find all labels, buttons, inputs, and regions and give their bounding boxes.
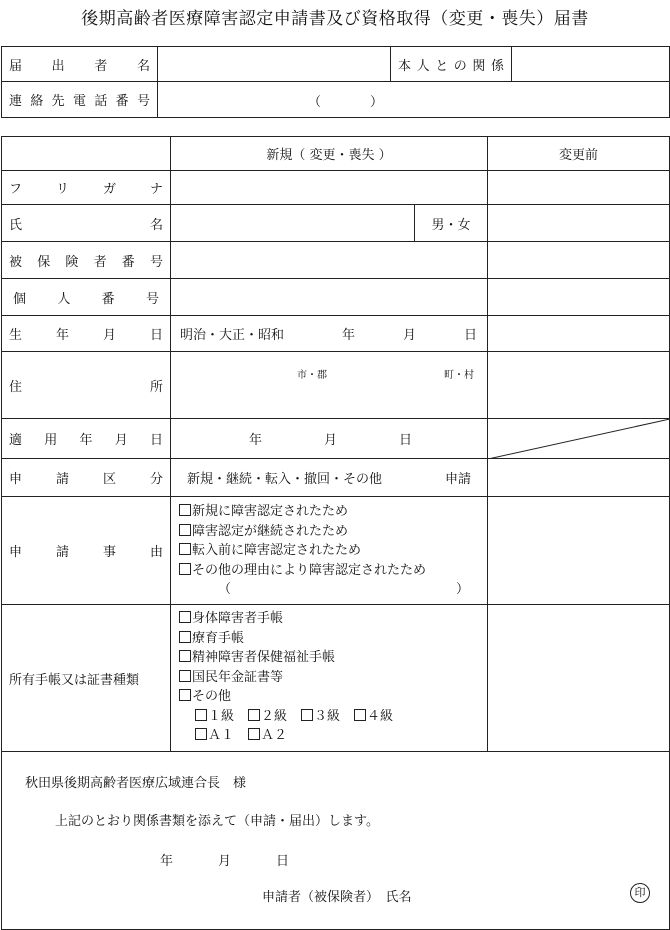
birth-era: 明治・大正・昭和 [180, 328, 285, 343]
reason-paren-open: （ [218, 582, 232, 597]
label-char: 絡 [30, 94, 44, 109]
cert-item [171, 668, 487, 688]
address-label-text [2, 376, 170, 395]
category-label-text [2, 468, 170, 487]
label-char: 出 [51, 58, 65, 74]
checkbox-icon[interactable] [179, 504, 191, 516]
label-char: 日 [149, 433, 163, 448]
grade-option-label: ４級 [367, 708, 394, 724]
label-char: 生 [9, 328, 23, 343]
relation-field[interactable] [512, 47, 670, 82]
cert-field [171, 605, 488, 752]
cert-option[interactable] [179, 689, 231, 704]
phone-paren-open: （ [308, 94, 322, 110]
phone-field[interactable] [158, 82, 670, 118]
label-char: 日 [149, 328, 163, 343]
label-char: 月 [114, 433, 128, 448]
label-char: 者 [93, 254, 107, 270]
corner-cell [2, 137, 171, 171]
category-suffix: 申請 [445, 472, 472, 487]
personal-number-label-text [2, 288, 170, 307]
checkbox-icon[interactable] [179, 631, 191, 643]
cert-before[interactable] [488, 605, 670, 752]
reason-field [171, 497, 488, 605]
birth-label [2, 316, 171, 352]
phone-paren-close: ） [370, 94, 384, 110]
label-char: ガ [102, 182, 116, 197]
grade-option[interactable] [301, 709, 340, 724]
insured-number-label-text [2, 251, 170, 270]
checkbox-icon[interactable] [179, 611, 191, 623]
label-char: 請 [55, 472, 69, 487]
label-char: フ [9, 182, 23, 197]
checkbox-icon[interactable] [179, 689, 191, 701]
label-char: 険 [65, 254, 79, 270]
label-char: 氏 [9, 217, 23, 233]
name-label-text [2, 214, 170, 233]
city-label: 市・郡 [297, 370, 327, 381]
label-char: 請 [55, 545, 69, 560]
checkbox-icon[interactable] [248, 709, 260, 721]
diagonal-strike [488, 419, 670, 459]
address-before[interactable] [488, 352, 670, 419]
reason-option[interactable] [179, 543, 361, 558]
cert-type-text: 所有手帳又は証書種類 [9, 672, 140, 688]
label-char: 保 [37, 254, 51, 270]
reason-item [171, 541, 487, 561]
insured-number-field[interactable] [171, 242, 488, 279]
checkbox-icon[interactable] [195, 728, 207, 740]
label-char: 係 [490, 58, 504, 74]
reason-item [171, 522, 487, 542]
gender-select[interactable]: 男・女 [415, 205, 488, 242]
reason-label [2, 497, 171, 605]
reason-option-label: 障害認定が継続されたため [192, 523, 349, 539]
grade-option-label: ２級 [261, 708, 288, 724]
phone-label-text [2, 90, 157, 109]
cert-option-label: 療育手帳 [192, 630, 245, 646]
grade-option-label: ３級 [314, 708, 341, 724]
personal-number-before[interactable] [488, 279, 670, 316]
relation-label [391, 47, 512, 82]
birth-field[interactable] [171, 316, 488, 352]
grade-option[interactable] [354, 709, 393, 724]
category-before[interactable] [488, 459, 670, 497]
label-char: と [435, 58, 449, 74]
statement: 上記のとおり関係書類を添えて（申請・届出）します。 [55, 814, 379, 829]
cert-item [171, 629, 487, 649]
apply-date-before-void [488, 419, 670, 459]
personal-number-field[interactable] [171, 279, 488, 316]
footer-month: 月 [218, 854, 232, 869]
apply-date-label [2, 419, 171, 459]
grade2-option-label: Ａ１ [208, 728, 235, 743]
name-field[interactable] [171, 205, 415, 242]
reason-before[interactable] [488, 497, 670, 605]
cert-option-label: 身体障害者手帳 [192, 611, 284, 626]
furigana-label [2, 171, 171, 205]
grade-option-label: １級 [208, 708, 235, 724]
reason-item [171, 561, 487, 581]
label-char: 号 [145, 291, 159, 307]
name-before[interactable] [488, 205, 670, 242]
seal-mark: 印 [630, 883, 650, 903]
grade-option[interactable] [195, 709, 234, 724]
checkbox-icon[interactable] [179, 563, 191, 575]
category-field[interactable] [171, 459, 488, 497]
label-char: 個 [13, 291, 27, 307]
cert-option[interactable] [179, 650, 335, 665]
address-field[interactable] [171, 352, 488, 419]
name-label [2, 205, 171, 242]
reason-paren-close: ） [456, 582, 470, 597]
personal-number-label [2, 279, 171, 316]
cert-option-label: 国民年金証書等 [192, 669, 284, 685]
checkbox-icon[interactable] [179, 670, 191, 682]
label-char: 本 [398, 58, 412, 74]
label-char: リ [55, 182, 69, 197]
reason-option[interactable] [179, 524, 348, 539]
relation-label-text [391, 55, 511, 74]
cert-item [171, 648, 487, 668]
label-char: ナ [149, 182, 163, 197]
label-char: 月 [102, 328, 116, 343]
cert-option[interactable] [179, 611, 283, 626]
reason-option-label: 新規に障害認定されたため [192, 504, 349, 519]
label-char: 分 [149, 472, 163, 487]
insured-number-before[interactable] [488, 242, 670, 279]
cert-option[interactable] [179, 670, 283, 685]
label-char: 者 [94, 58, 108, 74]
phone-label [2, 82, 158, 118]
insured-number-label [2, 242, 171, 279]
checkbox-icon[interactable] [248, 728, 260, 740]
footer-year: 年 [160, 854, 174, 869]
reason-option-label: 転入前に障害認定されたため [192, 543, 362, 558]
checkbox-icon[interactable] [179, 543, 191, 555]
label-char: 号 [136, 94, 150, 109]
cert-type-label [2, 605, 171, 752]
grade-option[interactable] [248, 709, 287, 724]
apply-day-unit: 日 [399, 433, 413, 448]
grade2-option-label: Ａ２ [261, 728, 288, 743]
col-header-before: 変更前 [488, 137, 670, 171]
label-char: 区 [102, 472, 116, 487]
notifier-name-label-text [2, 55, 157, 74]
label-char: 号 [149, 254, 163, 270]
label-char: 人 [57, 291, 71, 307]
apply-year-unit: 年 [249, 433, 263, 448]
birth-before[interactable] [488, 316, 670, 352]
birth-year-unit: 年 [342, 328, 356, 343]
cert-item [171, 609, 487, 629]
label-char: 名 [136, 58, 150, 74]
notifier-name-label [2, 47, 158, 82]
category-options[interactable]: 新規・継続・転入・撤回・その他 [187, 472, 383, 487]
furigana-field[interactable] [171, 171, 488, 205]
label-char: 年 [79, 433, 93, 448]
label-char: 住 [9, 379, 23, 395]
address-label [2, 352, 171, 419]
applicant-label: 申請者（被保険者） 氏名 [262, 890, 412, 905]
town-label: 町・村 [444, 370, 474, 381]
checkbox-icon[interactable] [179, 650, 191, 662]
checkbox-icon[interactable] [195, 709, 207, 721]
furigana-before[interactable] [488, 171, 670, 205]
label-char: 名 [149, 217, 163, 233]
label-char: 連 [9, 94, 23, 109]
label-char: 事 [102, 545, 116, 560]
apply-date-field[interactable] [171, 419, 488, 459]
footer-day: 日 [276, 854, 290, 869]
reason-option-label: その他の理由により障害認定されたため [192, 562, 427, 578]
label-char: 所 [149, 379, 163, 395]
addressee: 秋田県後期高齢者医療広域連合長 様 [25, 776, 247, 791]
label-char: 先 [51, 94, 65, 109]
label-char: 由 [149, 545, 163, 560]
col-header-new: 新規（ 変更・喪失 ） [171, 137, 488, 171]
furigana-label-text [2, 178, 170, 197]
checkbox-icon[interactable] [354, 709, 366, 721]
reason-label-text [2, 541, 170, 560]
label-char: 被 [9, 254, 23, 270]
cert-option-label: その他 [192, 689, 232, 704]
birth-month-unit: 月 [403, 328, 417, 343]
label-char: 番 [121, 254, 135, 270]
grade2-option[interactable] [248, 728, 287, 743]
label-char: 申 [9, 545, 23, 560]
label-char: 人 [416, 58, 430, 74]
birth-label-text [2, 324, 170, 343]
reason-option[interactable] [179, 504, 348, 519]
reason-item [171, 502, 487, 522]
label-char: 年 [55, 328, 69, 343]
label-char: 用 [44, 433, 58, 448]
label-char: 申 [9, 472, 23, 487]
notifier-name-field[interactable] [158, 47, 391, 82]
birth-day-unit: 日 [464, 328, 478, 343]
cert-item [171, 687, 487, 707]
label-char: 届 [9, 58, 23, 74]
label-char: 話 [94, 94, 108, 109]
label-char: 適 [9, 433, 23, 448]
checkbox-icon[interactable] [301, 709, 313, 721]
label-char: 番 [115, 94, 129, 109]
label-char: 関 [472, 58, 486, 74]
checkbox-icon[interactable] [179, 524, 191, 536]
apply-month-unit: 月 [324, 433, 338, 448]
grade2-option[interactable] [195, 728, 234, 743]
label-char: 番 [101, 291, 115, 307]
apply-date-label-text [2, 429, 170, 448]
label-char: 電 [72, 94, 86, 109]
reason-option[interactable] [179, 563, 426, 578]
cert-option-label: 精神障害者保健福祉手帳 [192, 650, 336, 665]
form-title: 後期高齢者医療障害認定申請書及び資格取得（変更・喪失）届書 [81, 9, 589, 29]
cert-option[interactable] [179, 631, 244, 646]
category-label [2, 459, 171, 497]
notifier-table [1, 46, 670, 118]
label-char: の [453, 58, 467, 74]
